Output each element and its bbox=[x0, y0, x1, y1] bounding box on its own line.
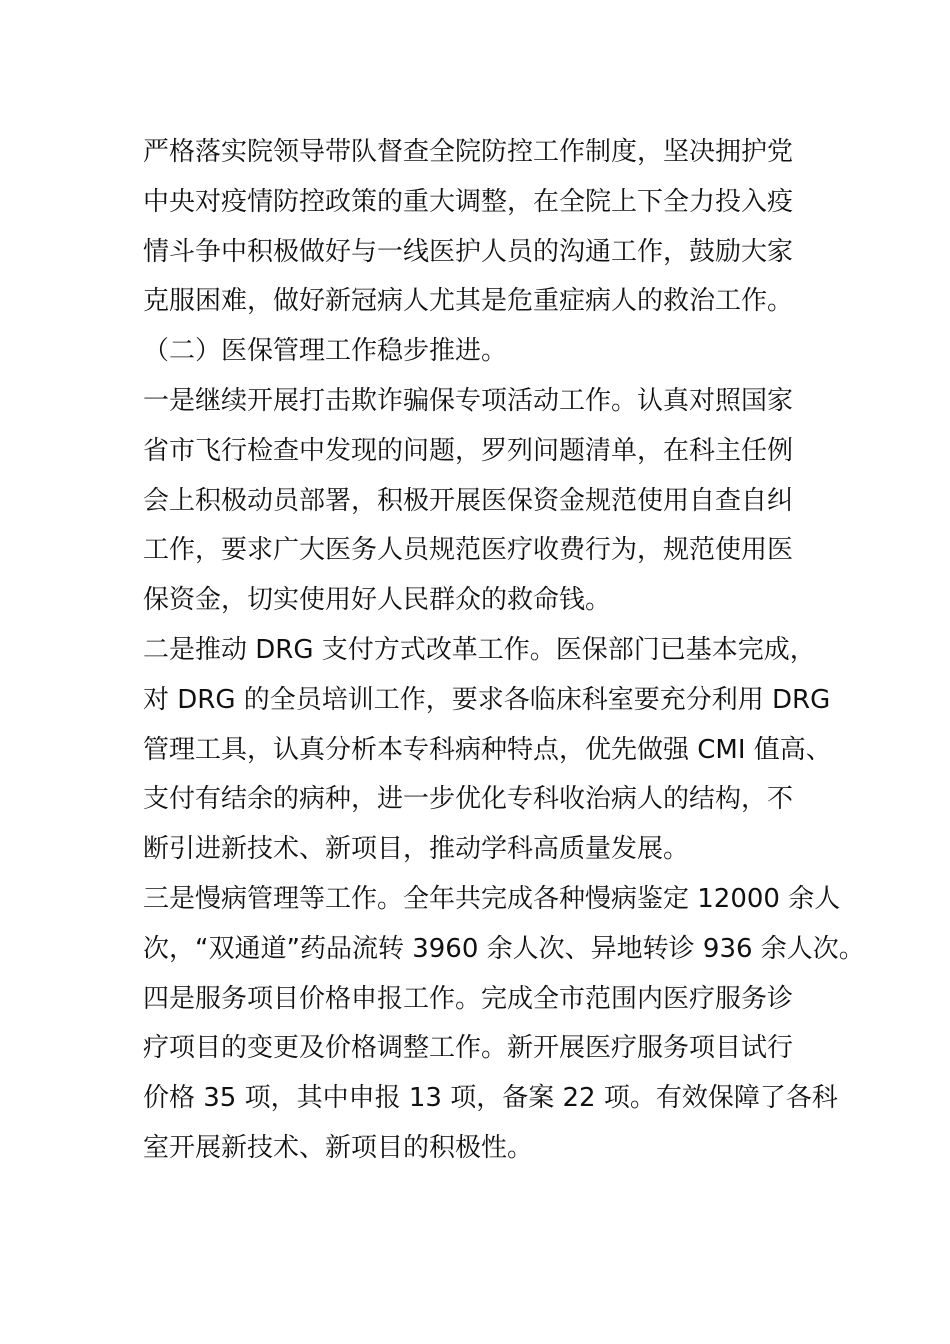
text-line: 中央对疫情防控政策的重大调整，在全院上下全力投入疫 bbox=[143, 186, 794, 217]
body-text bbox=[143, 128, 865, 1174]
text-line: 支付有结余的病种，进一步优化专科收治病人的结构，不 bbox=[143, 784, 794, 815]
text-line: 疗项目的变更及价格调整工作。新开展医疗服务项目试行 bbox=[143, 1033, 794, 1064]
text-line: 对 DRG 的全员培训工作，要求各临床科室要充分利用 DRG bbox=[143, 684, 831, 715]
text-line: 保资金，切实使用好人民群众的救命钱。 bbox=[143, 585, 612, 616]
text-line: 二是推动 DRG 支付方式改革工作。医保部门已基本完成， bbox=[143, 634, 816, 665]
text-line: 次，“双通道”药品流转 3960 余人次、异地转诊 936 余人次。 bbox=[143, 933, 865, 964]
text-line: 四是服务项目价格申报工作。完成全市范围内医疗服务诊 bbox=[143, 983, 794, 1014]
text-line: 情斗争中积极做好与一线医护人员的沟通工作，鼓励大家 bbox=[143, 236, 794, 267]
text-line: 断引进新技术、新项目，推动学科高质量发展。 bbox=[143, 834, 690, 865]
text-line: 一是继续开展打击欺诈骗保专项活动工作。认真对照国家 bbox=[143, 385, 794, 416]
text-line: 三是慢病管理等工作。全年共完成各种慢病鉴定 12000 余人 bbox=[143, 883, 841, 914]
text-line: 严格落实院领导带队督查全院防控工作制度，坚决拥护党 bbox=[143, 137, 794, 167]
text-line: 会上积极动员部署，积极开展医保资金规范使用自查自纠 bbox=[143, 485, 794, 516]
text-line: 工作，要求广大医务人员规范医疗收费行为，规范使用医 bbox=[143, 535, 794, 566]
text-line: 室开展新技术、新项目的积极性。 bbox=[143, 1132, 534, 1163]
section-heading: （二）医保管理工作稳步推进。 bbox=[143, 336, 508, 367]
text-line: 克服困难，做好新冠病人尤其是危重症病人的救治工作。 bbox=[143, 286, 794, 317]
text-line: 管理工具，认真分析本专科病种特点，优先做强 CMI 值高、 bbox=[143, 734, 832, 765]
text-line: 省市飞行检查中发现的问题，罗列问题清单，在科主任例 bbox=[143, 435, 794, 466]
text-line: 价格 35 项，其中申报 13 项，备案 22 项。有效保障了各科 bbox=[143, 1083, 838, 1114]
